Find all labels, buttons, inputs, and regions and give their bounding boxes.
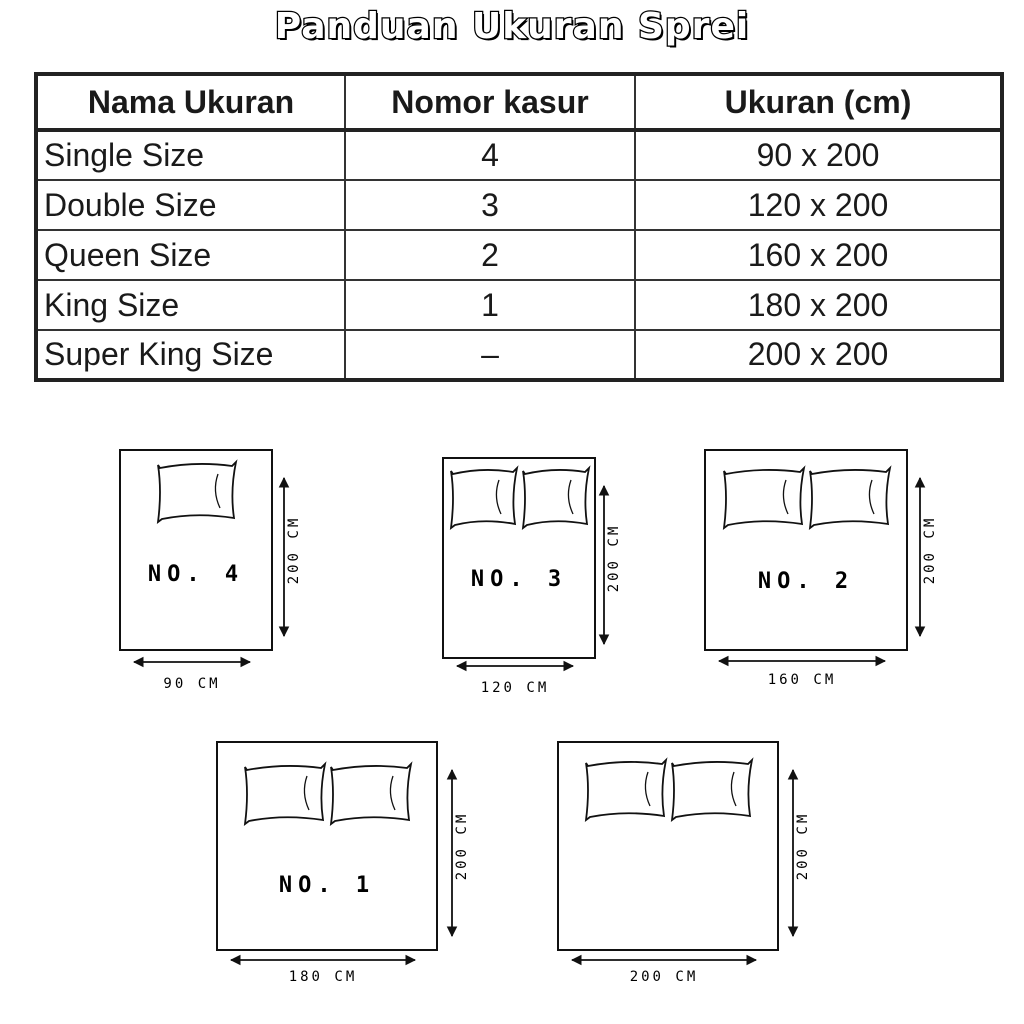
height-label: 200 CM (922, 515, 938, 585)
height-label: 200 CM (454, 811, 470, 881)
pillow-icon (523, 468, 589, 528)
cell-size: 160 x 200 (635, 230, 1002, 280)
height-label: 200 CM (286, 515, 302, 585)
header-size: Ukuran (cm) (635, 74, 1002, 130)
bed-number-label: NO. 3 (470, 567, 568, 592)
width-label: 90 CM (163, 676, 221, 692)
width-label: 120 CM (480, 680, 550, 696)
pillow-icon (724, 468, 804, 528)
pillow-icon (331, 764, 411, 824)
header-number: Nomor kasur (345, 74, 635, 130)
pillow-icon (158, 462, 236, 522)
cell-size: 120 x 200 (635, 180, 1002, 230)
cell-name: Super King Size (36, 330, 345, 380)
cell-size: 180 x 200 (635, 280, 1002, 330)
cell-number: 4 (345, 130, 635, 180)
bed-diagram (217, 742, 470, 985)
width-label: 180 CM (288, 969, 358, 985)
cell-number: 1 (345, 280, 635, 330)
width-label: 160 CM (767, 672, 837, 688)
pillow-icon (586, 760, 666, 820)
height-label: 200 CM (795, 811, 811, 881)
cell-number: 2 (345, 230, 635, 280)
bed-number-label: NO. 4 (147, 562, 245, 587)
cell-name: King Size (36, 280, 345, 330)
pillow-icon (245, 764, 325, 824)
pillow-icon (451, 468, 517, 528)
height-label: 200 CM (606, 523, 622, 593)
width-label: 200 CM (629, 969, 699, 985)
cell-number: – (345, 330, 635, 380)
bed-diagram (443, 458, 622, 696)
bed-diagram (558, 742, 811, 985)
cell-name: Single Size (36, 130, 345, 180)
header-name: Nama Ukuran (36, 74, 345, 130)
cell-name: Queen Size (36, 230, 345, 280)
cell-number: 3 (345, 180, 635, 230)
bed-diagram (705, 450, 938, 688)
cell-size: 200 x 200 (635, 330, 1002, 380)
page-title: Panduan Ukuran Sprei (274, 6, 750, 47)
pillow-icon (810, 468, 890, 528)
cell-name: Double Size (36, 180, 345, 230)
pillow-icon (672, 760, 752, 820)
bed-number-label: NO. 1 (278, 873, 376, 898)
bed-number-label: NO. 2 (757, 569, 855, 594)
cell-size: 90 x 200 (635, 130, 1002, 180)
bed-diagram (120, 450, 302, 692)
